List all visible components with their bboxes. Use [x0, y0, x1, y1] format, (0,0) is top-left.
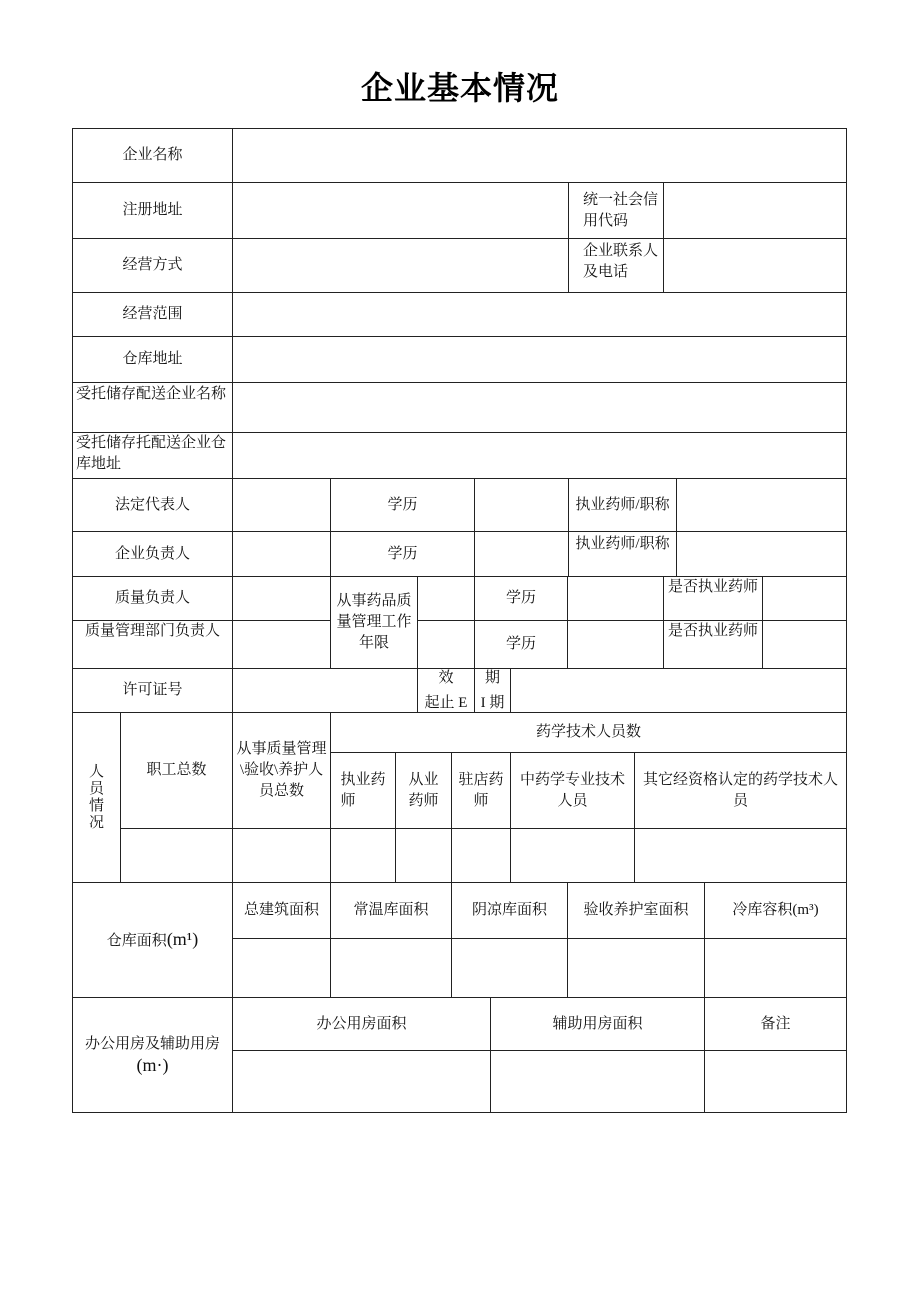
company-head-pharmacist-field[interactable]	[676, 531, 847, 577]
entrusted-company-field[interactable]	[232, 382, 847, 433]
quality-dept-head-label: 质量管理部门负责人	[72, 620, 233, 669]
company-head-field[interactable]	[232, 531, 331, 577]
staff-col-other-qualified-text: 其它经资格认定的药学技术人员	[643, 771, 839, 809]
pharma-tech-staff-label: 药学技术人员数	[330, 712, 847, 753]
warehouse-normal-temp-field[interactable]	[330, 938, 452, 998]
validity-label-right-bottom: I 期	[480, 694, 505, 711]
registered-address-label: 注册地址	[72, 182, 233, 239]
warehouse-col-normal-temp: 常温库面积	[330, 882, 452, 939]
company-head-education-label: 学历	[330, 531, 475, 577]
validity-label-right	[474, 668, 511, 713]
staff-col-other-qualified	[634, 752, 847, 829]
staff-col-licensed-pharmacist-text: 执业药师	[340, 771, 386, 809]
quality-work-years-label	[330, 576, 418, 669]
license-no-field[interactable]	[232, 668, 418, 713]
auxiliary-area-field[interactable]	[490, 1050, 705, 1113]
warehouse-col-cold-storage: 冷库容积(m³)	[704, 882, 847, 939]
quality-dept-head-pharmacist-label: 是否执业药师	[663, 620, 763, 669]
quality-head-field[interactable]	[232, 576, 331, 621]
staff-col-practicing-pharmacist	[395, 752, 452, 829]
staff-col-tcm-technician	[510, 752, 635, 829]
entrusted-warehouse-field[interactable]	[232, 432, 847, 479]
credit-code-field[interactable]	[663, 182, 847, 239]
quality-head-years-field[interactable]	[417, 576, 475, 621]
quality-dept-head-field[interactable]	[232, 620, 331, 669]
entrusted-company-label-text: 受托储存配送企业名称	[76, 386, 227, 402]
validity-label-left	[417, 668, 475, 713]
staff-col-practicing-pharmacist-text: 从业药师	[408, 771, 439, 809]
total-employees-field[interactable]	[120, 828, 233, 883]
office-area-label	[72, 997, 233, 1113]
legal-rep-label: 法定代表人	[72, 478, 233, 532]
validity-label-right-top: 期	[484, 669, 500, 686]
quality-dept-head-pharmacist-field[interactable]	[762, 620, 847, 669]
warehouse-area-unit: (m¹)	[166, 928, 199, 949]
staff-section-label	[72, 712, 121, 883]
warehouse-area-label-text: 仓库面积	[106, 932, 167, 949]
resident-pharmacist-count-field[interactable]	[451, 828, 511, 883]
business-scope-field[interactable]	[232, 292, 847, 337]
remarks-field[interactable]	[704, 1050, 847, 1113]
quality-head-education-field[interactable]	[567, 576, 664, 621]
quality-dept-head-years-field[interactable]	[417, 620, 475, 669]
licensed-pharmacist-count-field[interactable]	[330, 828, 396, 883]
tcm-technician-count-field[interactable]	[510, 828, 635, 883]
quality-work-years-label-text: 从事药品质量管理工作年限	[336, 593, 412, 651]
entrusted-warehouse-label	[72, 432, 233, 479]
office-col-remarks: 备注	[704, 997, 847, 1051]
quality-dept-head-education-label: 学历	[474, 620, 568, 669]
company-name-field[interactable]	[232, 128, 847, 183]
staff-col-resident-pharmacist-text: 驻店药师	[458, 771, 504, 809]
office-area-field[interactable]	[232, 1050, 491, 1113]
contact-label-text: 企业联系人及电话	[583, 242, 659, 280]
credit-code-label-text: 统一社会信用代码	[583, 191, 659, 229]
warehouse-cold-storage-field[interactable]	[704, 938, 847, 998]
validity-label-left-bottom: 起止 E	[424, 694, 468, 711]
license-no-label: 许可证号	[72, 668, 233, 713]
office-area-unit: (m·)	[136, 1055, 169, 1075]
office-col-office-area: 办公用房面积	[232, 997, 491, 1051]
office-area-label-text: 办公用房及辅助用房	[84, 1036, 220, 1052]
quality-head-label: 质量负责人	[72, 576, 233, 621]
quality-head-education-label: 学历	[474, 576, 568, 621]
quality-dept-head-education-field[interactable]	[567, 620, 664, 669]
warehouse-total-field[interactable]	[232, 938, 331, 998]
business-mode-field[interactable]	[232, 238, 569, 293]
total-employees-label: 职工总数	[120, 712, 233, 829]
validity-label-left-top: 效	[438, 669, 454, 686]
legal-rep-field[interactable]	[232, 478, 331, 532]
company-head-education-field[interactable]	[474, 531, 569, 577]
validity-field[interactable]	[510, 668, 847, 713]
staff-col-resident-pharmacist	[451, 752, 511, 829]
warehouse-inspection-room-field[interactable]	[567, 938, 705, 998]
contact-field[interactable]	[663, 238, 847, 293]
other-qualified-count-field[interactable]	[634, 828, 847, 883]
warehouse-col-cool: 阴凉库面积	[451, 882, 568, 939]
qa-staff-total-label-text: 从事质量管理\验收\养护人员总数	[236, 741, 327, 799]
quality-head-pharmacist-field[interactable]	[762, 576, 847, 621]
qa-staff-total-field[interactable]	[232, 828, 331, 883]
company-head-label: 企业负责人	[72, 531, 233, 577]
registered-address-field[interactable]	[232, 182, 569, 239]
legal-rep-pharmacist-label: 执业药师/职称	[568, 478, 677, 532]
credit-code-label	[568, 182, 664, 239]
staff-col-tcm-technician-text: 中药学专业技术人员	[520, 771, 626, 809]
warehouse-address-field[interactable]	[232, 336, 847, 383]
qa-staff-total-label	[232, 712, 331, 829]
quality-head-pharmacist-label: 是否执业药师	[663, 576, 763, 621]
practicing-pharmacist-count-field[interactable]	[395, 828, 452, 883]
legal-rep-pharmacist-field[interactable]	[676, 478, 847, 532]
legal-rep-education-field[interactable]	[474, 478, 569, 532]
warehouse-address-label: 仓库地址	[72, 336, 233, 383]
business-mode-label: 经营方式	[72, 238, 233, 293]
warehouse-col-total: 总建筑面积	[232, 882, 331, 939]
office-col-auxiliary-area: 辅助用房面积	[490, 997, 705, 1051]
warehouse-area-label	[72, 882, 233, 998]
staff-section-label-text: 人员情况	[89, 763, 105, 831]
warehouse-cool-field[interactable]	[451, 938, 568, 998]
company-name-label: 企业名称	[72, 128, 233, 183]
entrusted-company-label	[72, 382, 233, 433]
warehouse-area-label-line	[107, 929, 198, 952]
warehouse-col-inspection-room: 验收养护室面积	[567, 882, 705, 939]
company-head-pharmacist-label: 执业药师/职称	[568, 531, 677, 577]
legal-rep-education-label: 学历	[330, 478, 475, 532]
entrusted-warehouse-label-text: 受托储存托配送企业仓库地址	[76, 435, 227, 472]
page-title: 企业基本情况	[360, 70, 559, 106]
contact-label	[568, 238, 664, 293]
staff-col-licensed-pharmacist	[330, 752, 396, 829]
business-scope-label: 经营范围	[72, 292, 233, 337]
